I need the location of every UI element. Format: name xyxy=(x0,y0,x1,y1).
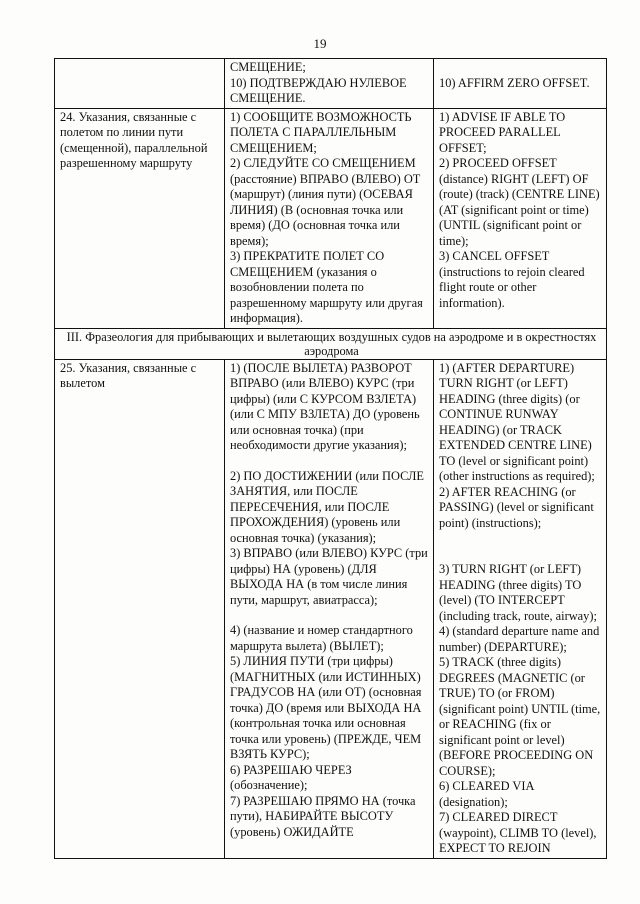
subject-cell: 24. Указания, связанные с полетом по линии пути (смещенной), параллельной разрешенному маршруту xyxy=(55,108,225,328)
list-item: 10) AFFIRM ZERO OFFSET. xyxy=(439,75,590,90)
list-item: 1) СООБЩИТЕ ВОЗМОЖНОСТЬ ПОЛЕТА С ПАРАЛЛЕЛЬНЫМ СМЕЩЕНИЕМ; xyxy=(230,109,415,155)
subject-cell: 25. Указания, связанные с вылетом xyxy=(55,359,225,858)
list-item: 5) TRACK (three digits) DEGREES (MAGNETIC (or TRUE) TO (or FROM) (significant point) UNTIL (time, or REACHING (fix or significant point or level) (BEFORE PROCEEDING ON COURSE); xyxy=(439,655,604,778)
russian-phrase-cell xyxy=(225,59,434,109)
table-row xyxy=(55,359,607,858)
table-row xyxy=(55,59,607,109)
list-item xyxy=(439,60,603,76)
list-item: 1) ADVISE IF ABLE TO PROCEED PARALLEL OFFSET; xyxy=(439,109,569,155)
list-item: 6) РАЗРЕШАЮ ЧЕРЕЗ (обозначение); xyxy=(230,762,355,792)
subject-cell xyxy=(55,59,225,109)
list-item: 2) СЛЕДУЙТЕ СО СМЕЩЕНИЕМ (расстояние) ВПРАВО (ВЛЕВО) ОТ (маршрут) (линия пути) (ОСЕВАЯ ЛИНИЯ) (В (основная точка или время) (ДО (основная точка или время); xyxy=(230,156,424,248)
list-item: СМЕЩЕНИЕ; xyxy=(230,60,306,74)
english-phrase-cell xyxy=(434,108,607,328)
list-item: 1) (ПОСЛЕ ВЫЛЕТА) РАЗВОРОТ ВПРАВО (или ВЛЕВО) КУРС (три цифры) (или С КУРСОМ ВЗЛЕТА) (или С МПУ ВЗЛЕТА) ДО (уровень или основная точка) (при необходимости другие указания); xyxy=(230,360,423,452)
russian-phrase-cell xyxy=(225,359,434,858)
list-item: 3) ПРЕКРАТИТЕ ПОЛЕТ СО СМЕЩЕНИЕМ (указания о возобновлении полета по разрешенному маршруту или другая информация). xyxy=(230,249,426,325)
list-item: 1) (AFTER DEPARTURE) TURN RIGHT (or LEFT) HEADING (three digits) (or CONTINUE RUNWAY HEADING) (or TRACK EXTENDED CENTRE LINE) TO (level or significant point) (other instructions as required); xyxy=(439,360,595,483)
list-item: 2) PROCEED OFFSET (distance) RIGHT (LEFT) OF (route) (track) (CENTRE LINE) (AT (significant point or time) (UNTIL (significant point or time); xyxy=(439,156,603,248)
list-item: 4) (название и номер стандартного маршрута вылета) (ВЫЛЕТ); xyxy=(230,623,416,653)
russian-phrase-cell xyxy=(225,108,434,328)
list-item: 5) ЛИНИЯ ПУТИ (три цифры) (МАГНИТНЫХ (или ИСТИННЫХ) ГРАДУСОВ НА (или ОТ) (основная точка) ДО (время или ВЫХОДА НА (контрольная точка или основная точка или уровень) (ПРЕЖДЕ, ЧЕМ ВЗЯТЬ КУРС); xyxy=(230,654,425,761)
english-phrase-cell xyxy=(434,59,607,109)
list-item: 10) ПОДТВЕРЖДАЮ НУЛЕВОЕ СМЕЩЕНИЕ. xyxy=(230,75,410,105)
list-item: 6) CLEARED VIA (designation); xyxy=(439,779,537,809)
section-heading: III. Фразеология для прибывающих и вылетающих воздушных судов на аэродроме и в окрестностях аэродрома xyxy=(55,328,607,359)
list-item: 7) CLEARED DIRECT (waypoint), CLIMB TO (level), EXPECT TO REJOIN xyxy=(439,810,600,855)
phraseology-table xyxy=(54,58,607,859)
section-heading-row xyxy=(55,328,607,359)
list-item: 3) CANCEL OFFSET (instructions to rejoin cleared flight route or other information). xyxy=(439,249,588,310)
table-row xyxy=(55,108,607,328)
list-item: 2) AFTER REACHING (or PASSING) (level or significant point) (instructions); xyxy=(439,484,597,530)
page-number: 19 xyxy=(313,36,327,51)
list-item: 3) ВПРАВО (или ВЛЕВО) КУРС (три цифры) НА (уровень) (ДЛЯ ВЫХОДА НА (в том числе линия пути, маршрут, авиатрасса); xyxy=(230,546,431,607)
list-item: 3) TURN RIGHT (or LEFT) HEADING (three digits) TO (level) (TO INTERCEPT (including track, route, airway); xyxy=(439,562,597,623)
list-item: 7) РАЗРЕШАЮ ПРЯМО НА (точка пути), НАБИРАЙТЕ ВЫСОТУ (уровень) ОЖИДАЙТЕ xyxy=(230,793,419,839)
list-item: 2) ПО ДОСТИЖЕНИИ (или ПОСЛЕ ЗАНЯТИЯ, или ПОСЛЕ ПЕРЕСЕЧЕНИЯ, или ПОСЛЕ ПРОХОЖДЕНИЯ) (уровень или основная точка) (указания); xyxy=(230,468,428,545)
list-item: 4) (standard departure name and number) (DEPARTURE); xyxy=(439,624,603,654)
english-phrase-cell xyxy=(434,359,607,858)
